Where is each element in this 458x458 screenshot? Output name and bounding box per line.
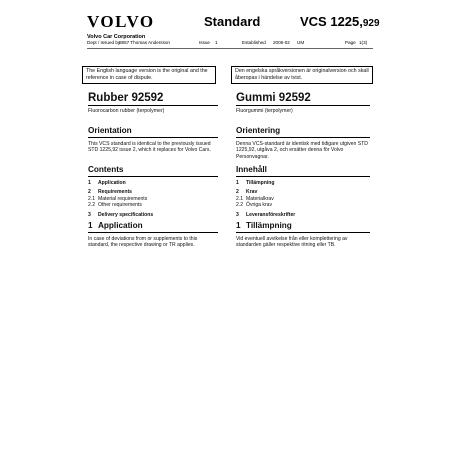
issue-label: Issue bbox=[199, 40, 210, 45]
contents-item-num: 2.2 bbox=[236, 202, 244, 209]
application-num: 1 bbox=[236, 221, 241, 230]
contents-item-label: Krav bbox=[246, 189, 258, 196]
issue-value: 1 bbox=[215, 40, 218, 45]
contents-heading: Innehåll bbox=[236, 165, 370, 177]
page-value: 1(3) bbox=[359, 40, 368, 45]
orientation-heading: Orientation bbox=[88, 126, 218, 138]
product-title: Gummi 92592 bbox=[236, 92, 370, 106]
contents-item-label: Materialkrav bbox=[246, 195, 274, 202]
contents-item bbox=[236, 180, 370, 186]
orientation-text: Denna VCS-standard är identisk med tidigare utgiven STD 1225,92, utgåva 2, och ersätter denna för Volvo Personvagnar. bbox=[236, 141, 368, 160]
orientation-text: This VCS standard is identical to the previously issued STD 1225,92 issue 2, which it replaces for Volvo Cars. bbox=[88, 141, 211, 154]
established-suffix: UM bbox=[297, 40, 305, 45]
contents-item-num: 1 bbox=[236, 180, 239, 186]
contents-item-label: Material requirements bbox=[98, 195, 148, 202]
product-subtitle: Fluorgummi (terpolymer) bbox=[236, 108, 293, 114]
contents-item-num: 1 bbox=[88, 180, 91, 186]
contents-item-label: Tillämpning bbox=[246, 180, 275, 186]
contents-item-num: 2.1 bbox=[88, 195, 96, 202]
contents-item-label: Requirements bbox=[98, 189, 132, 196]
contents-item-label: Other requirements bbox=[98, 202, 142, 209]
contents-item-label: Delivery specifications bbox=[98, 211, 154, 218]
contents-item-label: Application bbox=[98, 180, 126, 186]
standard-number bbox=[300, 14, 380, 29]
application-heading-text: Tillämpning bbox=[246, 221, 292, 230]
language-note-en: The English language version is the original and the reference in case of dispute. bbox=[82, 66, 216, 84]
orientation-section bbox=[236, 126, 370, 160]
contents-section bbox=[236, 165, 370, 218]
contents-item bbox=[88, 202, 218, 208]
standard-number-main: VCS 1225, bbox=[300, 14, 363, 29]
application-section bbox=[236, 221, 370, 249]
orientation-heading: Orientering bbox=[236, 126, 370, 138]
application-text: Vid eventuell avvikelse från eller komplettering av standarden gäller respektive ritning eller TB. bbox=[236, 236, 348, 249]
contents-item bbox=[88, 180, 218, 186]
contents-item bbox=[236, 212, 370, 218]
application-heading bbox=[236, 221, 370, 233]
swedish-column bbox=[236, 92, 370, 249]
product-subtitle: Fluorocarbon rubber (terpolymer) bbox=[88, 108, 165, 114]
header-divider bbox=[87, 48, 373, 49]
contents-item-num: 2.2 bbox=[88, 202, 96, 209]
page-label: Page bbox=[345, 40, 356, 45]
contents-item-num: 2 bbox=[236, 189, 239, 196]
contents-item-label: Leveransföreskrifter bbox=[246, 211, 296, 218]
contents-item bbox=[88, 212, 218, 218]
application-section bbox=[88, 221, 218, 249]
english-column bbox=[88, 92, 218, 249]
product-title: Rubber 92592 bbox=[88, 92, 218, 106]
contents-list bbox=[236, 180, 370, 218]
document-type: Standard bbox=[204, 14, 261, 29]
contents-item-num: 3 bbox=[236, 211, 239, 218]
language-note-sv: Den engelska språkversionen är originalversion och skall åberopas i händelse av tvist. bbox=[231, 66, 373, 84]
contents-section bbox=[88, 165, 218, 218]
company-name: Volvo Car Corporation bbox=[87, 34, 146, 40]
contents-item-num: 2.1 bbox=[236, 195, 244, 202]
contents-item-num: 2 bbox=[88, 189, 91, 196]
established-value: 2006-02 bbox=[273, 40, 290, 45]
contents-item bbox=[236, 202, 370, 208]
contents-list bbox=[88, 180, 218, 218]
contents-heading: Contents bbox=[88, 165, 218, 177]
volvo-logo: VOLVO bbox=[87, 12, 155, 31]
application-heading bbox=[88, 221, 218, 233]
contents-item-num: 3 bbox=[88, 211, 91, 218]
application-text: In case of deviations from or supplements to this standard, the respective drawing or TR applies. bbox=[88, 236, 198, 249]
orientation-section bbox=[88, 126, 218, 154]
dept-value: 8857 Thomas Andersson bbox=[119, 40, 170, 45]
standard-number-sub: 929 bbox=[362, 18, 380, 29]
contents-item-label: Övriga krav bbox=[246, 202, 273, 209]
established-label: Established bbox=[242, 40, 266, 45]
application-num: 1 bbox=[88, 221, 93, 230]
application-heading-text: Application bbox=[98, 221, 143, 230]
dept-label: Dept / Issued by bbox=[87, 40, 121, 45]
